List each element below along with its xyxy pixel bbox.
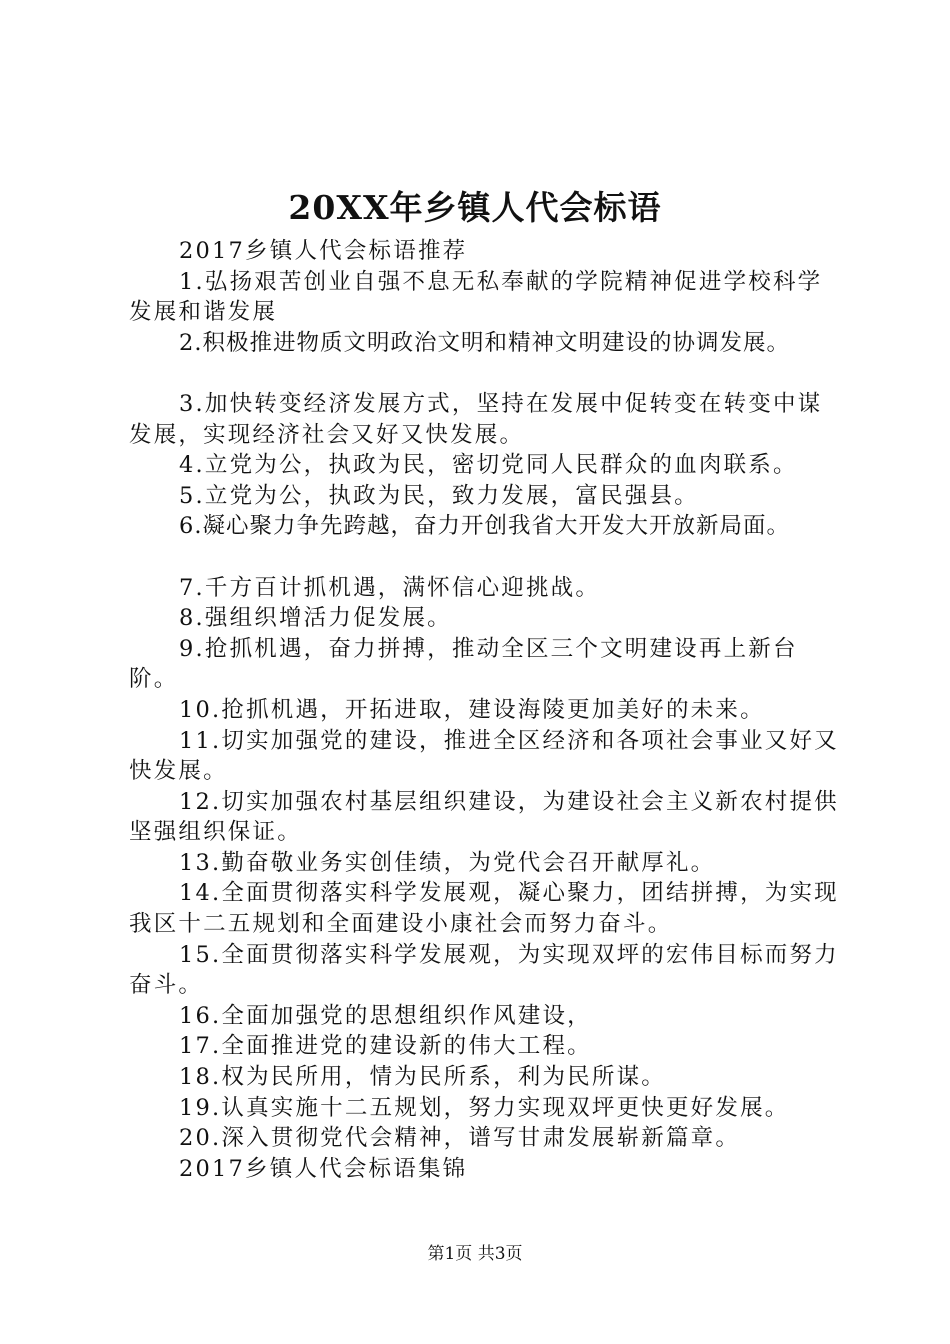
page-number-footer: 第1页 共3页 (427, 1244, 523, 1264)
outro-line: 2017乡镇人代会标语集锦 (179, 1155, 468, 1182)
slogan-item-8: 8.强组织增活力促发展。 (179, 605, 452, 632)
slogan-item-16: 16.全面加强党的思想组织作风建设， (179, 1002, 592, 1029)
slogan-item-7: 7.千方百计抓机遇，满怀信心迎挑战。 (179, 574, 601, 601)
document-title: 20XX年乡镇人代会标语 (288, 188, 662, 227)
slogan-item-4: 4.立党为公，执政为民，密切党同人民群众的血肉联系。 (179, 452, 798, 479)
blank-line (129, 542, 841, 573)
slogan-item-11: 11.切实加强党的建设，推进全区经济和各项社会事业又好又快发展。 (129, 727, 839, 785)
intro-line: 2017乡镇人代会标语推荐 (179, 238, 468, 264)
slogan-item-18: 18.权为民所用，情为民所系，利为民所谋。 (179, 1064, 666, 1091)
document-body (129, 236, 841, 1184)
slogan-item-9: 9.抢抓机遇，奋力拼搏，推动全区三个文明建设再上新台阶。 (129, 635, 798, 693)
slogan-item-17: 17.全面推进党的建设新的伟大工程。 (179, 1033, 592, 1060)
slogan-item-2: 2.积极推进物质文明政治文明和精神文明建设的协调发展。 (179, 329, 790, 356)
blank-line (129, 358, 841, 389)
slogan-item-15: 15.全面贯彻落实科学发展观，为实现双坪的宏伟目标而努力奋斗。 (129, 941, 839, 999)
slogan-item-13: 13.勤奋敬业务实创佳绩，为党代会召开献厚礼。 (179, 849, 716, 876)
slogan-item-20: 20.深入贯彻党代会精神，谱写甘肃发展崭新篇章。 (179, 1125, 741, 1152)
slogan-item-14: 14.全面贯彻落实科学发展观，凝心聚力，团结拼搏，为实现我区十二五规划和全面建设小康社会而努力奋斗。 (129, 880, 839, 938)
slogan-item-12: 12.切实加强农村基层组织建设，为建设社会主义新农村提供坚强组织保证。 (129, 788, 839, 846)
slogan-item-5: 5.立党为公，执政为民，致力发展，富民强县。 (179, 482, 699, 509)
slogan-item-3: 3.加快转变经济发展方式，坚持在发展中促转变在转变中谋发展，实现经济社会又好又快发展。 (129, 390, 823, 448)
slogan-item-19: 19.认真实施十二五规划，努力实现双坪更快更好发展。 (179, 1094, 790, 1121)
slogan-item-10: 10.抢抓机遇，开拓进取，建设海陵更加美好的未来。 (179, 696, 765, 723)
slogan-item-6: 6.凝心聚力争先跨越，奋力开创我省大开发大开放新局面。 (179, 513, 790, 540)
slogan-item-1: 1.弘扬艰苦创业自强不息无私奉献的学院精神促进学校科学发展和谐发展 (129, 268, 823, 326)
